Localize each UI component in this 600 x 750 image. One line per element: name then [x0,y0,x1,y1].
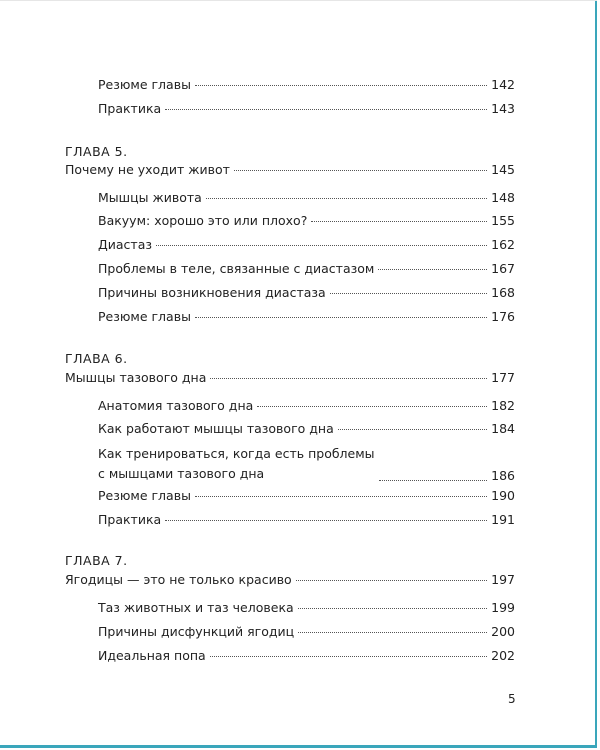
toc-entry-page: 162 [491,237,515,252]
toc-entry-title: Вакуум: хорошо это или плохо? [98,213,308,228]
toc-entry-title: Проблемы в теле, связанные с диастазом [98,261,375,276]
leader-dots [298,608,487,609]
toc-entry-page: 168 [491,285,515,300]
toc-entry[interactable] [98,77,515,93]
toc-entry-page: 190 [491,488,515,503]
toc-entry-title: Практика [98,512,162,527]
toc-entry-title: Практика [98,101,162,116]
leader-dots [165,109,487,110]
toc-entry[interactable] [98,398,515,414]
toc-entry-page: 182 [491,398,515,413]
toc-entry-page: 184 [491,421,515,436]
toc-entry-title: Мышцы тазового дна [65,370,207,385]
toc-entry-page: 155 [491,213,515,228]
toc-entry-title: Таз животных и таз человека [98,600,294,615]
leader-dots [330,293,487,294]
toc-entry-title: Анатомия тазового дна [98,398,254,413]
toc-entry-title: Причины дисфункций ягодиц [98,624,295,639]
toc-entry-title: Резюме главы [98,488,191,503]
toc-entry[interactable] [98,488,515,504]
leader-dots [296,580,487,581]
toc-entry-page: 148 [491,190,515,205]
leader-dots [195,317,487,318]
toc-chapter-title[interactable] [65,162,515,178]
toc-entry-page: 200 [491,624,515,639]
toc-entry-page: 186 [491,468,515,483]
toc-entry-title: Ягодицы — это не только красиво [65,572,292,587]
toc-entry[interactable] [98,309,515,325]
toc-entry[interactable] [98,285,515,301]
leader-dots [210,656,487,657]
leader-dots [378,269,487,270]
toc-entry[interactable] [98,600,515,616]
toc-entry-page: 199 [491,600,515,615]
toc-entry-page: 177 [491,370,515,385]
leader-dots [311,221,487,222]
toc-entry-title [98,444,375,484]
toc-entry[interactable] [98,101,515,117]
toc-entry-title: Резюме главы [98,309,191,324]
toc-entry[interactable] [98,213,515,229]
toc-entry-page: 145 [491,162,515,177]
toc-entry-page: 143 [491,101,515,116]
toc-entry-title: Как работают мышцы тазового дна [98,421,334,436]
leader-dots [379,480,488,481]
toc-entry[interactable] [98,421,515,437]
leader-dots [298,632,487,633]
toc-entry[interactable] [98,237,515,253]
leader-dots [210,378,487,379]
toc-entry[interactable] [98,512,515,528]
leader-dots [165,520,487,521]
toc-entry[interactable] [98,261,515,277]
toc-entry-title: Диастаз [98,237,153,252]
leader-dots [338,429,487,430]
toc-chapter-title[interactable] [65,572,515,588]
toc-entry[interactable] [98,190,515,206]
toc-entry[interactable] [98,648,515,664]
toc-chapter-title[interactable] [65,370,515,386]
toc-entry-title: Мышцы живота [98,190,202,205]
toc-entry[interactable] [98,624,515,640]
chapter-label: ГЛАВА 7. [65,553,128,568]
toc-entry-title: Резюме главы [98,77,191,92]
toc-entry-title: Идеальная попа [98,648,206,663]
toc-entry-page: 202 [491,648,515,663]
toc-entry-title-line2: с мышцами тазового дна [98,466,265,481]
chapter-label: ГЛАВА 6. [65,351,128,366]
leader-dots [257,406,487,407]
toc-entry-page: 191 [491,512,515,527]
toc-entry-page: 167 [491,261,515,276]
leader-dots [206,198,487,199]
toc-entry-page: 197 [491,572,515,587]
toc-entry[interactable] [98,444,515,484]
toc-entry-title: Причины возникновения диастаза [98,285,326,300]
page-number: 5 [508,692,516,706]
toc-entry-title: Почему не уходит живот [65,162,230,177]
leader-dots [156,245,487,246]
toc-entry-page: 176 [491,309,515,324]
chapter-label: ГЛАВА 5. [65,144,128,159]
leader-dots [195,496,487,497]
leader-dots [195,85,487,86]
toc-entry-page: 142 [491,77,515,92]
toc-entry-title-line1: Как тренироваться, когда есть проблемы [98,446,375,461]
leader-dots [234,170,487,171]
